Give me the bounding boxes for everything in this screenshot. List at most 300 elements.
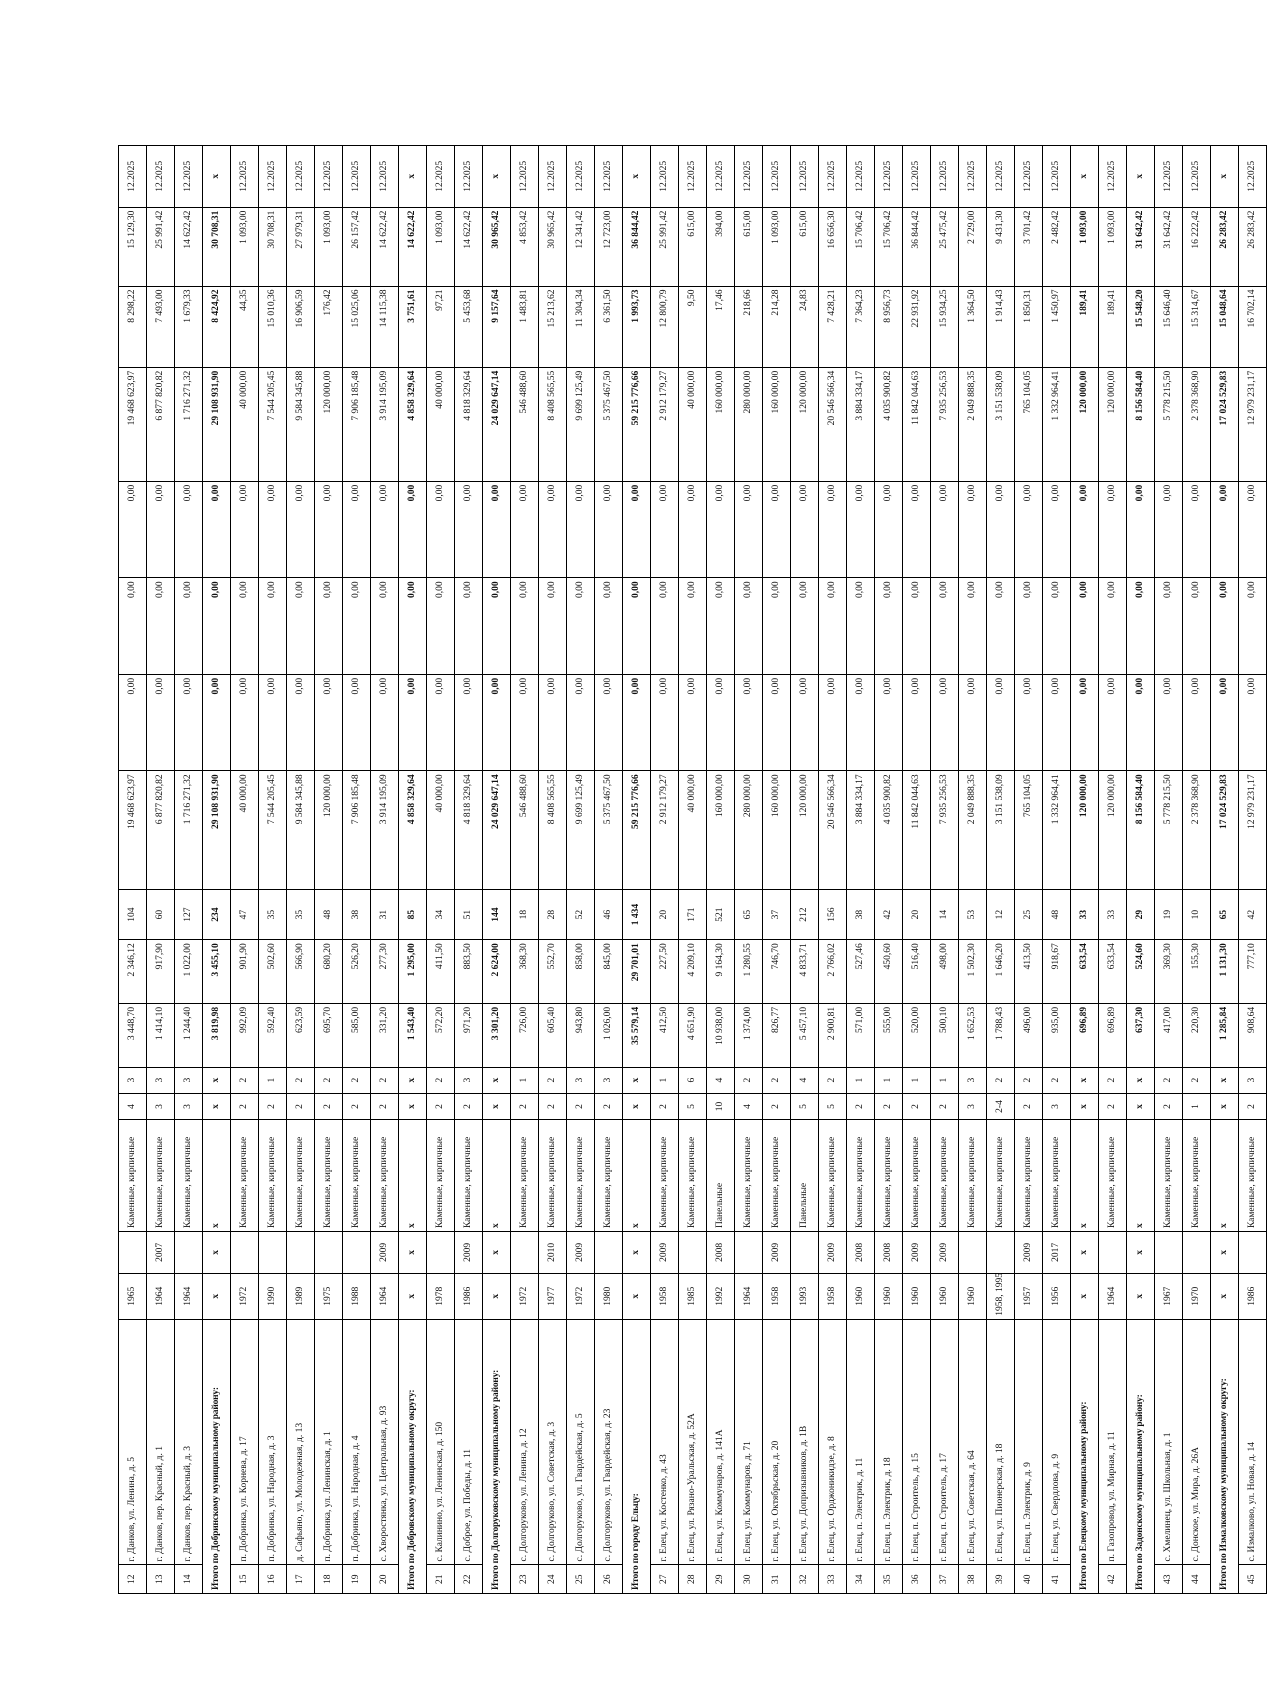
cell-number: 15 (231, 1565, 259, 1594)
cell-number: 31 (763, 1565, 791, 1594)
cell-limit-cost: 1 093,00 (315, 207, 343, 286)
cell-living-area: 2 346,12 (119, 940, 147, 1004)
cell-year: 1972 (511, 1273, 539, 1319)
cell-year: 1972 (231, 1273, 259, 1319)
cell-cost: 59 215 776,66 (623, 771, 651, 889)
cell-wall-material: Каменные, кирпичные (931, 1120, 959, 1232)
cell-floors: 3 (175, 1093, 203, 1119)
cell-floors: x (623, 1093, 651, 1119)
cell-total-cost: 2 049 888,35 (959, 367, 987, 481)
cell-number: 41 (1043, 1565, 1071, 1594)
cell-wall-material: x (1127, 1120, 1155, 1232)
cell-deadline: x (399, 146, 427, 208)
cell-living-area: 526,20 (343, 940, 371, 1004)
table-row (595, 146, 623, 1594)
table-body (119, 146, 1267, 1594)
cell-number: 26 (595, 1565, 623, 1594)
cell-limit-cost: 30 965,42 (483, 207, 511, 286)
cell-total-area: 331,20 (371, 1003, 399, 1067)
cell-total-cost: 2 378 368,90 (1183, 367, 1211, 481)
cell-wall-material: x (203, 1120, 231, 1232)
cell-wall-material: x (399, 1120, 427, 1232)
cell-address: с. Хворостянка, ул. Центральная, д. 93 (371, 1319, 399, 1565)
cell-entrances: x (1211, 1067, 1239, 1093)
cell-residents: 14 (931, 889, 959, 939)
cell-deadline: 12.2025 (987, 146, 1015, 208)
subtotal-row (1211, 146, 1239, 1594)
cell-number: 30 (735, 1565, 763, 1594)
cell-residents: 20 (903, 889, 931, 939)
cell-limit-cost: 15 706,42 (847, 207, 875, 286)
cell-limit-cost: 1 093,00 (763, 207, 791, 286)
cell-fund-regional: 0,00 (1211, 578, 1239, 675)
cell-year-renovation: 2008 (707, 1232, 735, 1274)
cell-number: 13 (147, 1565, 175, 1594)
subtotal-row (483, 146, 511, 1594)
cell-number: 18 (315, 1565, 343, 1594)
cell-number: 20 (371, 1565, 399, 1594)
cell-wall-material: Каменные, кирпичные (1043, 1120, 1071, 1232)
cell-unit-cost: 15 025,06 (343, 286, 371, 367)
table-row (819, 146, 847, 1594)
cell-year-renovation: 2008 (847, 1232, 875, 1274)
cell-number: 27 (651, 1565, 679, 1594)
cell-fund-local: 0,00 (623, 481, 651, 578)
cell-fund-regional: 0,00 (1239, 578, 1267, 675)
cell-entrances: x (203, 1067, 231, 1093)
cell-fund-local: 0,00 (959, 481, 987, 578)
cell-fund-local: 0,00 (1239, 481, 1267, 578)
cell-residents: 38 (847, 889, 875, 939)
cell-deadline: 12.2025 (1183, 146, 1211, 208)
cell-limit-cost: 14 622,42 (399, 207, 427, 286)
cell-entrances: 3 (119, 1067, 147, 1093)
cell-address: с. Доброе, ул. Победы, д. 11 (455, 1319, 483, 1565)
rotated-table-wrapper (118, 145, 1257, 1594)
cell-living-area: 777,10 (1239, 940, 1267, 1004)
cell-cost: 3 151 538,09 (987, 771, 1015, 889)
table-row (679, 146, 707, 1594)
cell-year-renovation (1099, 1232, 1127, 1274)
cell-unit-cost: 15 548,20 (1127, 286, 1155, 367)
table-row (287, 146, 315, 1594)
cell-total-cost: 40 000,00 (679, 367, 707, 481)
cell-limit-cost: 1 093,00 (427, 207, 455, 286)
cell-year: 1990 (259, 1273, 287, 1319)
cell-unit-cost: 15 314,67 (1183, 286, 1211, 367)
cell-living-area: 883,50 (455, 940, 483, 1004)
cell-wall-material: Каменные, кирпичные (987, 1120, 1015, 1232)
cell-deadline: 12.2025 (259, 146, 287, 208)
cell-total-area: 496,00 (1015, 1003, 1043, 1067)
cell-number: 21 (427, 1565, 455, 1594)
cell-residents: 127 (175, 889, 203, 939)
cell-deadline: 12.2025 (903, 146, 931, 208)
cell-floors: 3 (147, 1093, 175, 1119)
cell-total-cost: 7 935 256,53 (931, 367, 959, 481)
cell-number: 25 (567, 1565, 595, 1594)
cell-deadline: 12.2025 (147, 146, 175, 208)
cell-number: 14 (175, 1565, 203, 1594)
cell-fund-federal: 0,00 (847, 674, 875, 771)
cell-residents: 48 (315, 889, 343, 939)
cell-address: с. Долгоруково, ул. Советская, д. 3 (539, 1319, 567, 1565)
cell-unit-cost: 15 213,62 (539, 286, 567, 367)
cell-fund-regional: 0,00 (203, 578, 231, 675)
table-row (707, 146, 735, 1594)
cell-limit-cost: 16 222,42 (1183, 207, 1211, 286)
cell-living-area: 227,50 (651, 940, 679, 1004)
cell-deadline: 12.2025 (931, 146, 959, 208)
cell-deadline: 12.2025 (343, 146, 371, 208)
cell-floors: 10 (707, 1093, 735, 1119)
cell-fund-regional: 0,00 (1183, 578, 1211, 675)
cell-number: 42 (1099, 1565, 1127, 1594)
cell-residents: 47 (231, 889, 259, 939)
cell-limit-cost: 2 729,00 (959, 207, 987, 286)
subtotal-row (1127, 146, 1155, 1594)
cell-deadline: 12.2025 (1015, 146, 1043, 208)
cell-total-area: 571,00 (847, 1003, 875, 1067)
cell-wall-material: Панельные (791, 1120, 819, 1232)
cell-total-area: 3 819,98 (203, 1003, 231, 1067)
cell-total-cost: 8 408 565,55 (539, 367, 567, 481)
table-row (875, 146, 903, 1594)
cell-address: г. Елец, ул. Пионерская, д. 18 (987, 1319, 1015, 1565)
cell-fund-federal: 0,00 (959, 674, 987, 771)
cell-address: п. Газопровод, ул. Мирная, д. 11 (1099, 1319, 1127, 1565)
table-row (231, 146, 259, 1594)
cell-deadline: 12.2025 (651, 146, 679, 208)
cell-year: 1960 (847, 1273, 875, 1319)
cell-number: 32 (791, 1565, 819, 1594)
cell-floors: 5 (819, 1093, 847, 1119)
cell-fund-federal: 0,00 (259, 674, 287, 771)
cell-entrances: 2 (987, 1067, 1015, 1093)
cell-deadline: 12.2025 (679, 146, 707, 208)
cell-floors: 2 (371, 1093, 399, 1119)
cell-deadline: 12.2025 (1239, 146, 1267, 208)
cell-number: 12 (119, 1565, 147, 1594)
cell-fund-local: 0,00 (203, 481, 231, 578)
cell-cost: 8 156 584,40 (1127, 771, 1155, 889)
cell-fund-local: 0,00 (1043, 481, 1071, 578)
cell-year-renovation: 2009 (1015, 1232, 1043, 1274)
cell-address: г. Елец, ул. Допризывников, д. 1В (791, 1319, 819, 1565)
cell-cost: 4 035 900,82 (875, 771, 903, 889)
cell-fund-regional: 0,00 (427, 578, 455, 675)
cell-deadline: 12.2025 (735, 146, 763, 208)
cell-cost: 120 000,00 (1099, 771, 1127, 889)
cell-wall-material: Каменные, кирпичные (343, 1120, 371, 1232)
cell-living-area: 1 280,55 (735, 940, 763, 1004)
cell-year: x (623, 1273, 651, 1319)
cell-address: г. Данков, пер. Красный, д. 1 (147, 1319, 175, 1565)
cell-year-renovation (175, 1232, 203, 1274)
cell-deadline: 12.2025 (847, 146, 875, 208)
cell-living-area: 552,70 (539, 940, 567, 1004)
cell-fund-federal: 0,00 (1099, 674, 1127, 771)
register-table (118, 145, 1267, 1594)
cell-total-cost: 4 035 900,82 (875, 367, 903, 481)
cell-fund-local: 0,00 (707, 481, 735, 578)
cell-deadline: x (1211, 146, 1239, 208)
cell-deadline: x (1127, 146, 1155, 208)
cell-cost: 24 029 647,14 (483, 771, 511, 889)
cell-residents: 65 (735, 889, 763, 939)
cell-total-cost: 120 000,00 (1071, 367, 1099, 481)
cell-living-area: 845,00 (595, 940, 623, 1004)
cell-living-area: 1 646,20 (987, 940, 1015, 1004)
cell-residents: 25 (1015, 889, 1043, 939)
cell-living-area: 3 455,10 (203, 940, 231, 1004)
cell-address: г. Елец, ул. Советская, д. 64 (959, 1319, 987, 1565)
cell-wall-material: Каменные, кирпичные (315, 1120, 343, 1232)
cell-fund-regional: 0,00 (1155, 578, 1183, 675)
cell-year: x (483, 1273, 511, 1319)
cell-total-area: 1 374,00 (735, 1003, 763, 1067)
cell-fund-regional: 0,00 (231, 578, 259, 675)
cell-year: 1960 (875, 1273, 903, 1319)
cell-limit-cost: 394,00 (707, 207, 735, 286)
cell-living-area: 746,70 (763, 940, 791, 1004)
cell-total-cost: 7 906 185,48 (343, 367, 371, 481)
cell-floors: x (1071, 1093, 1099, 1119)
cell-cost: 8 408 565,55 (539, 771, 567, 889)
subtotal-row (1071, 146, 1099, 1594)
cell-residents: 212 (791, 889, 819, 939)
cell-total-cost: 9 584 345,88 (287, 367, 315, 481)
cell-fund-regional: 0,00 (343, 578, 371, 675)
cell-unit-cost: 1 993,73 (623, 286, 651, 367)
cell-wall-material: Каменные, кирпичные (371, 1120, 399, 1232)
table-row (735, 146, 763, 1594)
cell-limit-cost: 26 157,42 (343, 207, 371, 286)
cell-living-area: 9 164,30 (707, 940, 735, 1004)
cell-year-renovation: x (399, 1232, 427, 1274)
table-row (455, 146, 483, 1594)
cell-floors: x (1127, 1093, 1155, 1119)
cell-year-renovation: 2009 (931, 1232, 959, 1274)
cell-unit-cost: 7 428,21 (819, 286, 847, 367)
cell-unit-cost: 15 048,64 (1211, 286, 1239, 367)
cell-wall-material: Каменные, кирпичные (287, 1120, 315, 1232)
cell-living-area: 4 833,71 (791, 940, 819, 1004)
cell-residents: 521 (707, 889, 735, 939)
cell-unit-cost: 1 483,81 (511, 286, 539, 367)
cell-total-area: 992,09 (231, 1003, 259, 1067)
cell-living-area: 1 502,30 (959, 940, 987, 1004)
cell-fund-federal: 0,00 (1127, 674, 1155, 771)
cell-fund-regional: 0,00 (455, 578, 483, 675)
cell-unit-cost: 189,41 (1099, 286, 1127, 367)
cell-unit-cost: 189,41 (1071, 286, 1099, 367)
cell-limit-cost: 12 341,42 (567, 207, 595, 286)
cell-floors: 2 (427, 1093, 455, 1119)
cell-residents: 35 (259, 889, 287, 939)
cell-year-renovation: x (1211, 1232, 1239, 1274)
table-row (371, 146, 399, 1594)
cell-cost: 7 935 256,53 (931, 771, 959, 889)
cell-address: г. Данков, пер. Красный, д. 3 (175, 1319, 203, 1565)
cell-deadline: 12.2025 (1099, 146, 1127, 208)
cell-unit-cost: 15 646,40 (1155, 286, 1183, 367)
cell-number: 37 (931, 1565, 959, 1594)
cell-fund-local: 0,00 (539, 481, 567, 578)
cell-fund-federal: 0,00 (287, 674, 315, 771)
cell-floors: 2-4 (987, 1093, 1015, 1119)
table-row (175, 146, 203, 1594)
cell-total-area: 4 651,90 (679, 1003, 707, 1067)
cell-floors: 4 (119, 1093, 147, 1119)
cell-wall-material: Каменные, кирпичные (1239, 1120, 1267, 1232)
cell-year: 1964 (735, 1273, 763, 1319)
cell-entrances: x (399, 1067, 427, 1093)
table-row (1155, 146, 1183, 1594)
cell-wall-material: Каменные, кирпичные (875, 1120, 903, 1232)
table-row (259, 146, 287, 1594)
cell-total-cost: 59 215 776,66 (623, 367, 651, 481)
cell-unit-cost: 1 679,33 (175, 286, 203, 367)
cell-unit-cost: 1 914,43 (987, 286, 1015, 367)
cell-residents: 52 (567, 889, 595, 939)
table-row (511, 146, 539, 1594)
cell-fund-federal: 0,00 (1211, 674, 1239, 771)
cell-fund-local: 0,00 (791, 481, 819, 578)
cell-residents: 104 (119, 889, 147, 939)
cell-unit-cost: 12 800,79 (651, 286, 679, 367)
cell-residents: 156 (819, 889, 847, 939)
cell-entrances: 1 (931, 1067, 959, 1093)
cell-year-renovation (595, 1232, 623, 1274)
cell-cost: 9 584 345,88 (287, 771, 315, 889)
cell-fund-regional: 0,00 (147, 578, 175, 675)
cell-residents: 53 (959, 889, 987, 939)
cell-floors: 1 (1183, 1093, 1211, 1119)
cell-address: г. Елец, ул. Октябрьская, д. 20 (763, 1319, 791, 1565)
cell-deadline: x (623, 146, 651, 208)
cell-limit-cost: 3 701,42 (1015, 207, 1043, 286)
cell-entrances: 2 (231, 1067, 259, 1093)
cell-address: г. Елец, п. Электрик, д. 9 (1015, 1319, 1043, 1565)
cell-year: x (203, 1273, 231, 1319)
cell-limit-cost: 14 622,42 (175, 207, 203, 286)
cell-year: 1958 (819, 1273, 847, 1319)
cell-floors: 2 (539, 1093, 567, 1119)
cell-year: 1964 (147, 1273, 175, 1319)
cell-total-cost: 11 842 044,63 (903, 367, 931, 481)
cell-year-renovation (987, 1232, 1015, 1274)
cell-residents: 37 (763, 889, 791, 939)
cell-address: с. Измалково, ул. Новая, д. 14 (1239, 1319, 1267, 1565)
cell-cost: 40 000,00 (231, 771, 259, 889)
cell-limit-cost: 1 093,00 (231, 207, 259, 286)
cell-residents: 12 (987, 889, 1015, 939)
cell-number: 36 (903, 1565, 931, 1594)
cell-fund-local: 0,00 (455, 481, 483, 578)
cell-fund-federal: 0,00 (735, 674, 763, 771)
cell-entrances: 3 (175, 1067, 203, 1093)
cell-wall-material: Каменные, кирпичные (959, 1120, 987, 1232)
cell-number: 17 (287, 1565, 315, 1594)
cell-entrances: 1 (259, 1067, 287, 1093)
cell-fund-local: 0,00 (147, 481, 175, 578)
cell-cost: 160 000,00 (763, 771, 791, 889)
cell-fund-local: 0,00 (847, 481, 875, 578)
cell-cost: 4 818 329,64 (455, 771, 483, 889)
cell-year: 1960 (903, 1273, 931, 1319)
cell-fund-regional: 0,00 (1127, 578, 1155, 675)
cell-residents: 171 (679, 889, 707, 939)
cell-fund-regional: 0,00 (679, 578, 707, 675)
cell-wall-material: Каменные, кирпичные (511, 1120, 539, 1232)
cell-entrances: 1 (651, 1067, 679, 1093)
cell-fund-regional: 0,00 (763, 578, 791, 675)
table-row (987, 146, 1015, 1594)
cell-cost: 120 000,00 (1071, 771, 1099, 889)
cell-living-area: 633,54 (1099, 940, 1127, 1004)
cell-year-renovation (791, 1232, 819, 1274)
cell-deadline: 12.2025 (1155, 146, 1183, 208)
cell-total-area: 10 938,00 (707, 1003, 735, 1067)
cell-limit-cost: 26 283,42 (1211, 207, 1239, 286)
cell-fund-regional: 0,00 (371, 578, 399, 675)
cell-fund-regional: 0,00 (287, 578, 315, 675)
cell-address: г. Елец, ул. Коммунаров, д. 141А (707, 1319, 735, 1565)
cell-unit-cost: 176,42 (315, 286, 343, 367)
cell-cost: 5 778 215,50 (1155, 771, 1183, 889)
table-row (343, 146, 371, 1594)
cell-year-renovation (287, 1232, 315, 1274)
cell-year: 1980 (595, 1273, 623, 1319)
cell-deadline: x (1071, 146, 1099, 208)
cell-fund-local: 0,00 (903, 481, 931, 578)
cell-total-cost: 17 024 529,83 (1211, 367, 1239, 481)
cell-total-cost: 9 699 125,49 (567, 367, 595, 481)
cell-address: п. Добринка, ул. Ленинская, д. 1 (315, 1319, 343, 1565)
cell-total-cost: 3 884 334,17 (847, 367, 875, 481)
cell-entrances: 2 (1043, 1067, 1071, 1093)
cell-year: 1958 (763, 1273, 791, 1319)
cell-residents: 1 434 (623, 889, 651, 939)
cell-fund-federal: 0,00 (483, 674, 511, 771)
cell-total-area: 1 026,00 (595, 1003, 623, 1067)
cell-unit-cost: 17,46 (707, 286, 735, 367)
cell-total-area: 605,40 (539, 1003, 567, 1067)
cell-entrances: 3 (567, 1067, 595, 1093)
cell-total-cost: 546 488,60 (511, 367, 539, 481)
cell-deadline: 12.2025 (175, 146, 203, 208)
cell-deadline: 12.2025 (819, 146, 847, 208)
cell-address: Итого по Долгоруковскому муниципальному району: (483, 1319, 511, 1593)
cell-floors: x (203, 1093, 231, 1119)
cell-floors: 2 (903, 1093, 931, 1119)
cell-cost: 7 906 185,48 (343, 771, 371, 889)
cell-fund-federal: 0,00 (875, 674, 903, 771)
cell-wall-material: Каменные, кирпичные (567, 1120, 595, 1232)
cell-total-area: 572,20 (427, 1003, 455, 1067)
cell-fund-federal: 0,00 (623, 674, 651, 771)
cell-address: п. Добринка, ул. Народная, д. 4 (343, 1319, 371, 1565)
cell-fund-regional: 0,00 (903, 578, 931, 675)
cell-address: Итого по Задонскому муниципальному району: (1127, 1319, 1155, 1593)
table-row (567, 146, 595, 1594)
cell-entrances: 6 (679, 1067, 707, 1093)
cell-year: 1964 (175, 1273, 203, 1319)
cell-living-area: 29 701,01 (623, 940, 651, 1004)
cell-number: 44 (1183, 1565, 1211, 1594)
cell-living-area: 1 131,30 (1211, 940, 1239, 1004)
